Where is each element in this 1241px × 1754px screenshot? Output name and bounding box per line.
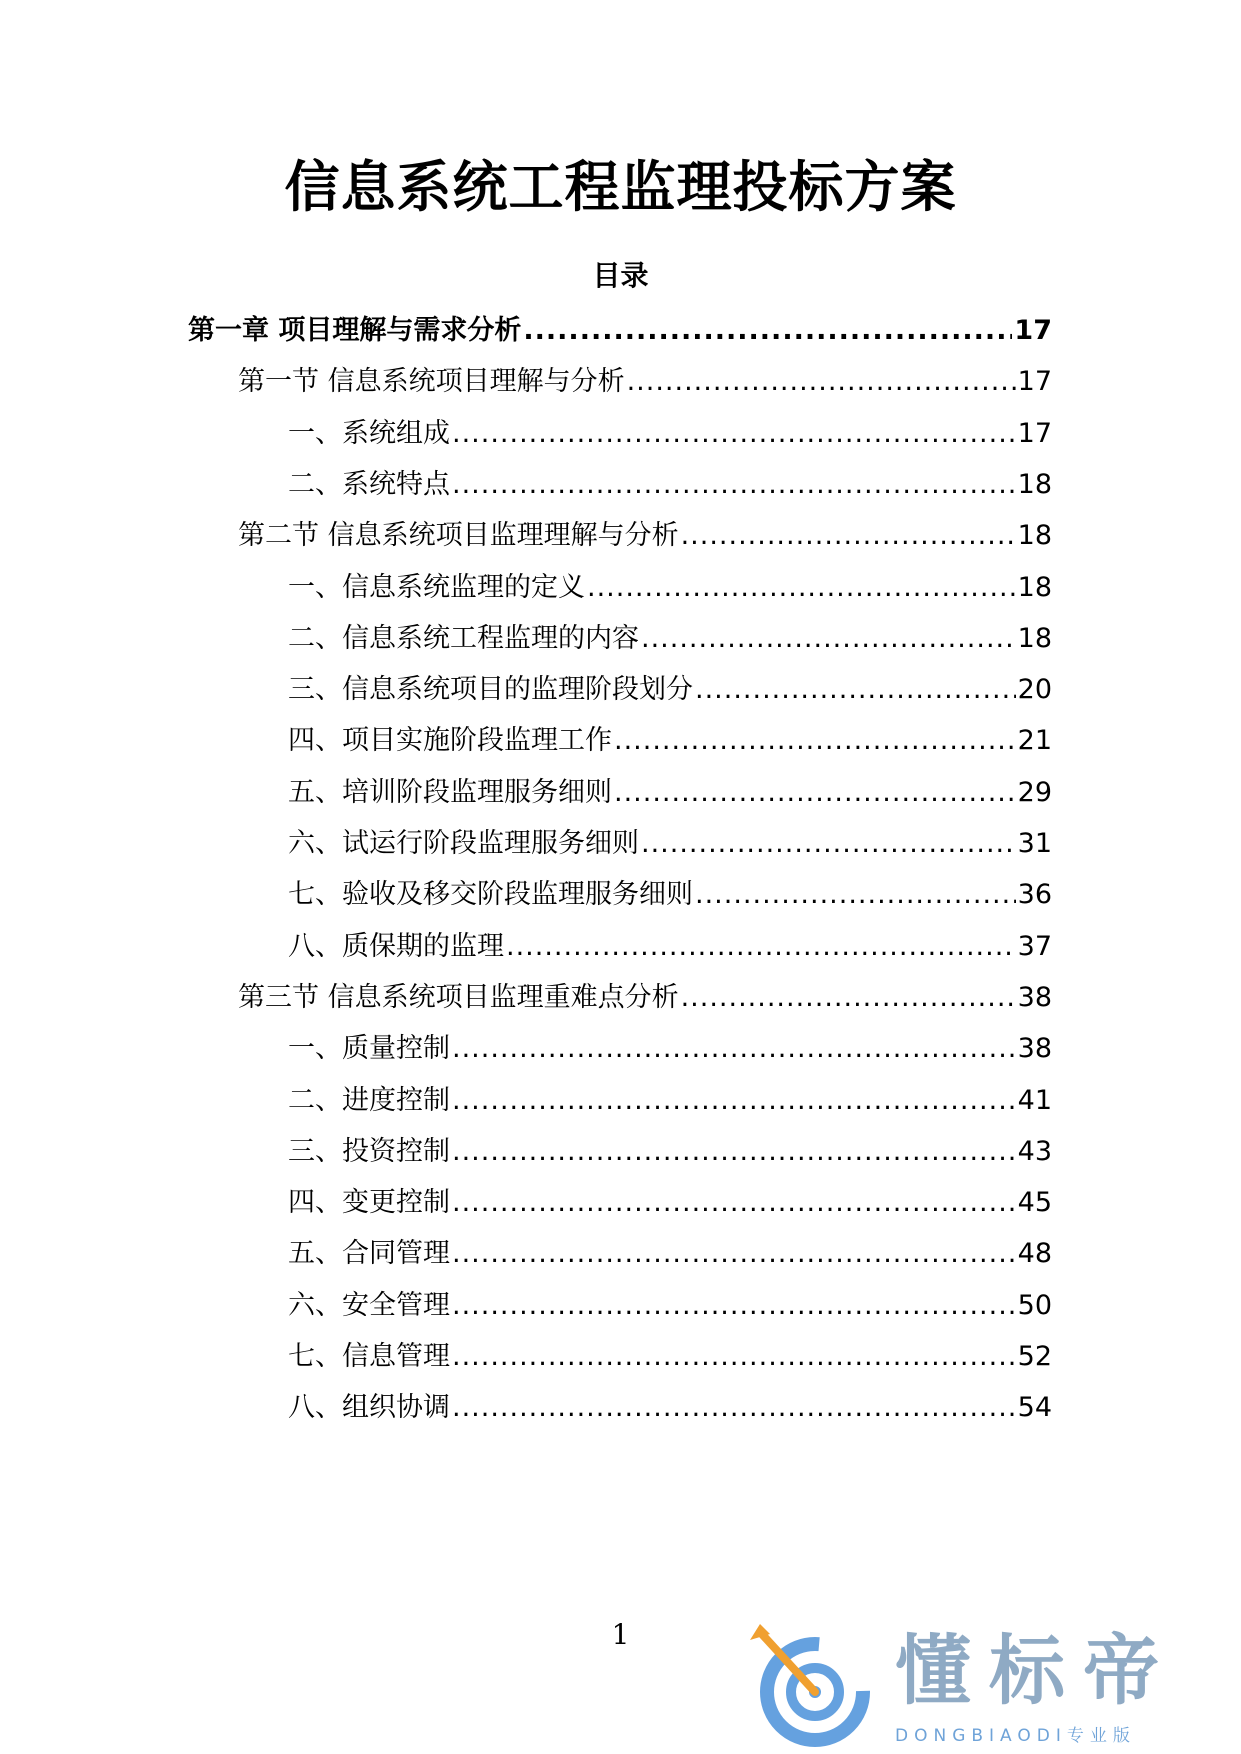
toc-entry-label: 一、信息系统监理的定义: [288, 571, 585, 603]
toc-dot-leader: [627, 362, 1016, 402]
toc-entry-label: 二、信息系统工程监理的内容: [288, 622, 639, 654]
toc-entry-page: 20: [1017, 674, 1052, 706]
toc-entry-page: 17: [1017, 417, 1052, 449]
toc-entry[interactable]: [238, 978, 1052, 1018]
toc-entry-label: 四、项目实施阶段监理工作: [288, 725, 612, 757]
toc-entry[interactable]: [288, 1337, 1052, 1377]
toc-entry[interactable]: [288, 875, 1052, 915]
toc-entry-label: 四、变更控制: [288, 1187, 450, 1219]
toc-entry-page: 17: [1014, 315, 1052, 346]
toc-entry-label: 八、质保期的监理: [288, 930, 504, 962]
toc-entry[interactable]: [288, 1081, 1052, 1121]
toc-entry-label: 三、投资控制: [288, 1135, 450, 1167]
toc-entry-page: 17: [1017, 366, 1052, 398]
toc-entry-page: 18: [1017, 468, 1052, 500]
document-title: 信息系统工程监理投标方案: [284, 155, 957, 219]
toc-entry-label: 第二节 信息系统项目监理理解与分析: [238, 520, 679, 552]
toc-entry-label: 一、质量控制: [288, 1033, 450, 1065]
toc-dot-leader: [506, 927, 1016, 967]
toc-entry-label: 二、进度控制: [288, 1084, 450, 1116]
toc-entry-label: 七、验收及移交阶段监理服务细则: [288, 879, 693, 911]
toc-entry-page: 37: [1017, 930, 1052, 962]
toc-entry[interactable]: [288, 773, 1052, 813]
toc-entry-page: 38: [1017, 1033, 1052, 1065]
toc-dot-leader: [587, 568, 1016, 608]
toc-entry[interactable]: [188, 311, 1052, 351]
toc-dot-leader: [695, 670, 1016, 710]
toc-dot-leader: [452, 414, 1016, 454]
toc-dot-leader: [614, 773, 1016, 813]
toc-entry[interactable]: [288, 1286, 1052, 1326]
toc-entry-page: 29: [1017, 776, 1052, 808]
toc-dot-leader: [452, 465, 1016, 505]
toc-entry[interactable]: [238, 362, 1052, 402]
toc-entry[interactable]: [288, 927, 1052, 967]
toc-dot-leader: [452, 1286, 1016, 1326]
toc-entry-label: 五、培训阶段监理服务细则: [288, 776, 612, 808]
toc-entry[interactable]: [288, 1029, 1052, 1069]
toc-entry-page: 45: [1017, 1187, 1052, 1219]
watermark-brand: 懂标帝: [895, 1626, 1177, 1715]
toc-dot-leader: [452, 1183, 1016, 1223]
toc-entry-page: 48: [1017, 1238, 1052, 1270]
toc-entry-page: 38: [1017, 981, 1052, 1013]
toc-entry-page: 18: [1017, 622, 1052, 654]
toc-entry-label: 六、试运行阶段监理服务细则: [288, 828, 639, 859]
toc-heading: 目录: [592, 259, 649, 292]
toc-dot-leader: [614, 721, 1016, 761]
toc-entry-page: 21: [1017, 725, 1052, 757]
toc-dot-leader: [681, 516, 1016, 556]
toc-entry[interactable]: [288, 721, 1052, 761]
toc-dot-leader: [452, 1337, 1016, 1377]
toc-dot-leader: [452, 1029, 1016, 1069]
toc-entry[interactable]: [288, 1183, 1052, 1223]
toc-entry-page: 18: [1017, 520, 1052, 552]
toc-entry[interactable]: [238, 516, 1052, 556]
toc-entry-label: 三、信息系统项目的监理阶段划分: [288, 674, 693, 706]
toc-dot-leader: [452, 1388, 1016, 1428]
toc-entry[interactable]: [288, 824, 1052, 864]
toc-entry[interactable]: [288, 1388, 1052, 1428]
toc-dot-leader: [641, 824, 1016, 864]
toc-entry[interactable]: [288, 568, 1052, 608]
toc-entry[interactable]: [288, 1234, 1052, 1274]
toc-entry-label: 第三节 信息系统项目监理重难点分析: [238, 981, 679, 1013]
toc-entry-label: 六、安全管理: [288, 1289, 450, 1321]
toc-entry-label: 第一章 项目理解与需求分析: [188, 315, 522, 346]
toc-dot-leader: [695, 875, 1016, 915]
toc-dot-leader: [641, 619, 1016, 659]
toc-entry-label: 七、信息管理: [288, 1341, 450, 1372]
toc-entry-page: 52: [1017, 1341, 1052, 1372]
toc-dot-leader: [452, 1234, 1016, 1274]
toc-dot-leader: [452, 1081, 1016, 1121]
toc-entry[interactable]: [288, 1132, 1052, 1172]
toc-entry-page: 36: [1017, 879, 1052, 911]
page-number: 1: [611, 1618, 630, 1651]
toc-entry-label: 二、系统特点: [288, 468, 450, 500]
watermark-subtitle: DONGBIAODI专业版: [895, 1726, 1136, 1746]
toc-dot-leader: [523, 311, 1012, 351]
toc-entry-label: 五、合同管理: [288, 1238, 450, 1270]
toc-entry-label: 八、组织协调: [288, 1392, 450, 1424]
toc-entry-page: 54: [1017, 1392, 1052, 1424]
watermark: [740, 1620, 1220, 1750]
toc-entry-label: 一、系统组成: [288, 417, 450, 449]
toc-entry-label: 第一节 信息系统项目理解与分析: [238, 366, 625, 398]
toc-entry[interactable]: [288, 619, 1052, 659]
toc-entry-page: 43: [1017, 1135, 1052, 1167]
toc-entry-page: 41: [1017, 1084, 1052, 1116]
toc-entry[interactable]: [288, 670, 1052, 710]
toc-entry[interactable]: [288, 465, 1052, 505]
toc-dot-leader: [452, 1132, 1016, 1172]
toc-entry[interactable]: [288, 414, 1052, 454]
target-arrow-icon: [740, 1620, 890, 1750]
toc-dot-leader: [681, 978, 1016, 1018]
toc-entry-page: 31: [1017, 828, 1052, 859]
toc-entry-page: 50: [1017, 1289, 1052, 1321]
toc-entry-page: 18: [1017, 571, 1052, 603]
